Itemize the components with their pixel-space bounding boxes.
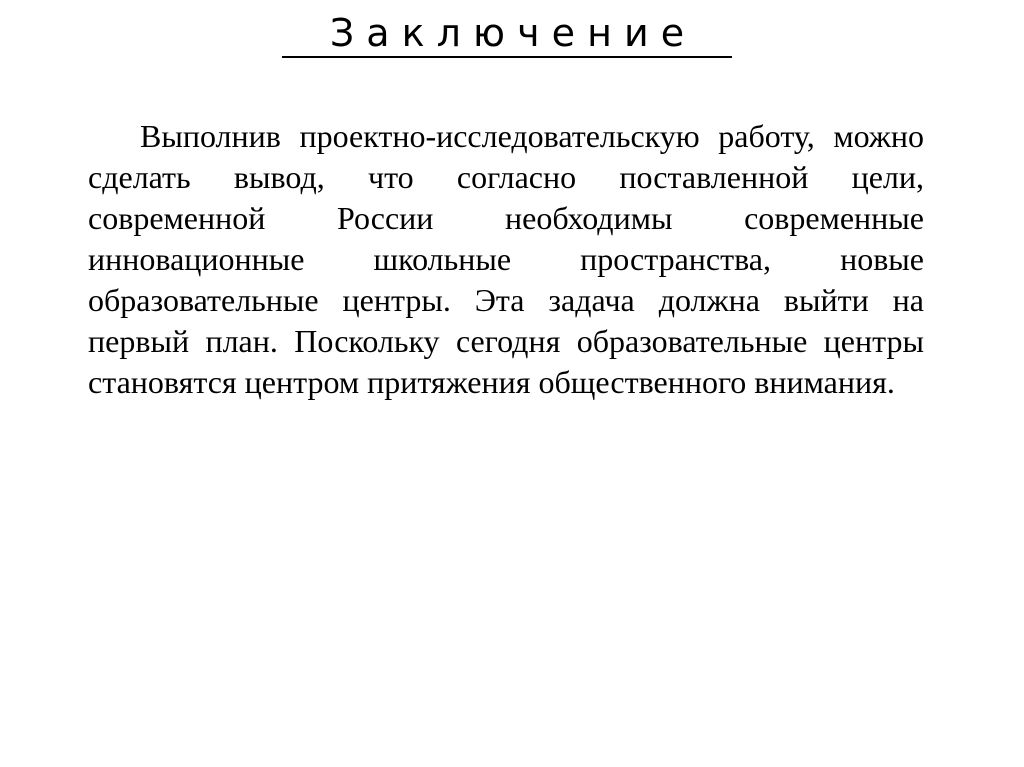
conclusion-paragraph: Выполнив проектно-исследовательскую работу, можно сделать вывод, что согласно поставленной цели, современной России необходимы современные инновационные школьные пространства, новые образовательные центры. Эта задача должна выйти на первый план. Поскольку сегодня образовательные центры становятся центром притяжения общественного внимания. — [88, 118, 924, 400]
title-underline — [282, 56, 732, 58]
slide-title: З а к л ю ч е н и е — [329, 11, 685, 55]
